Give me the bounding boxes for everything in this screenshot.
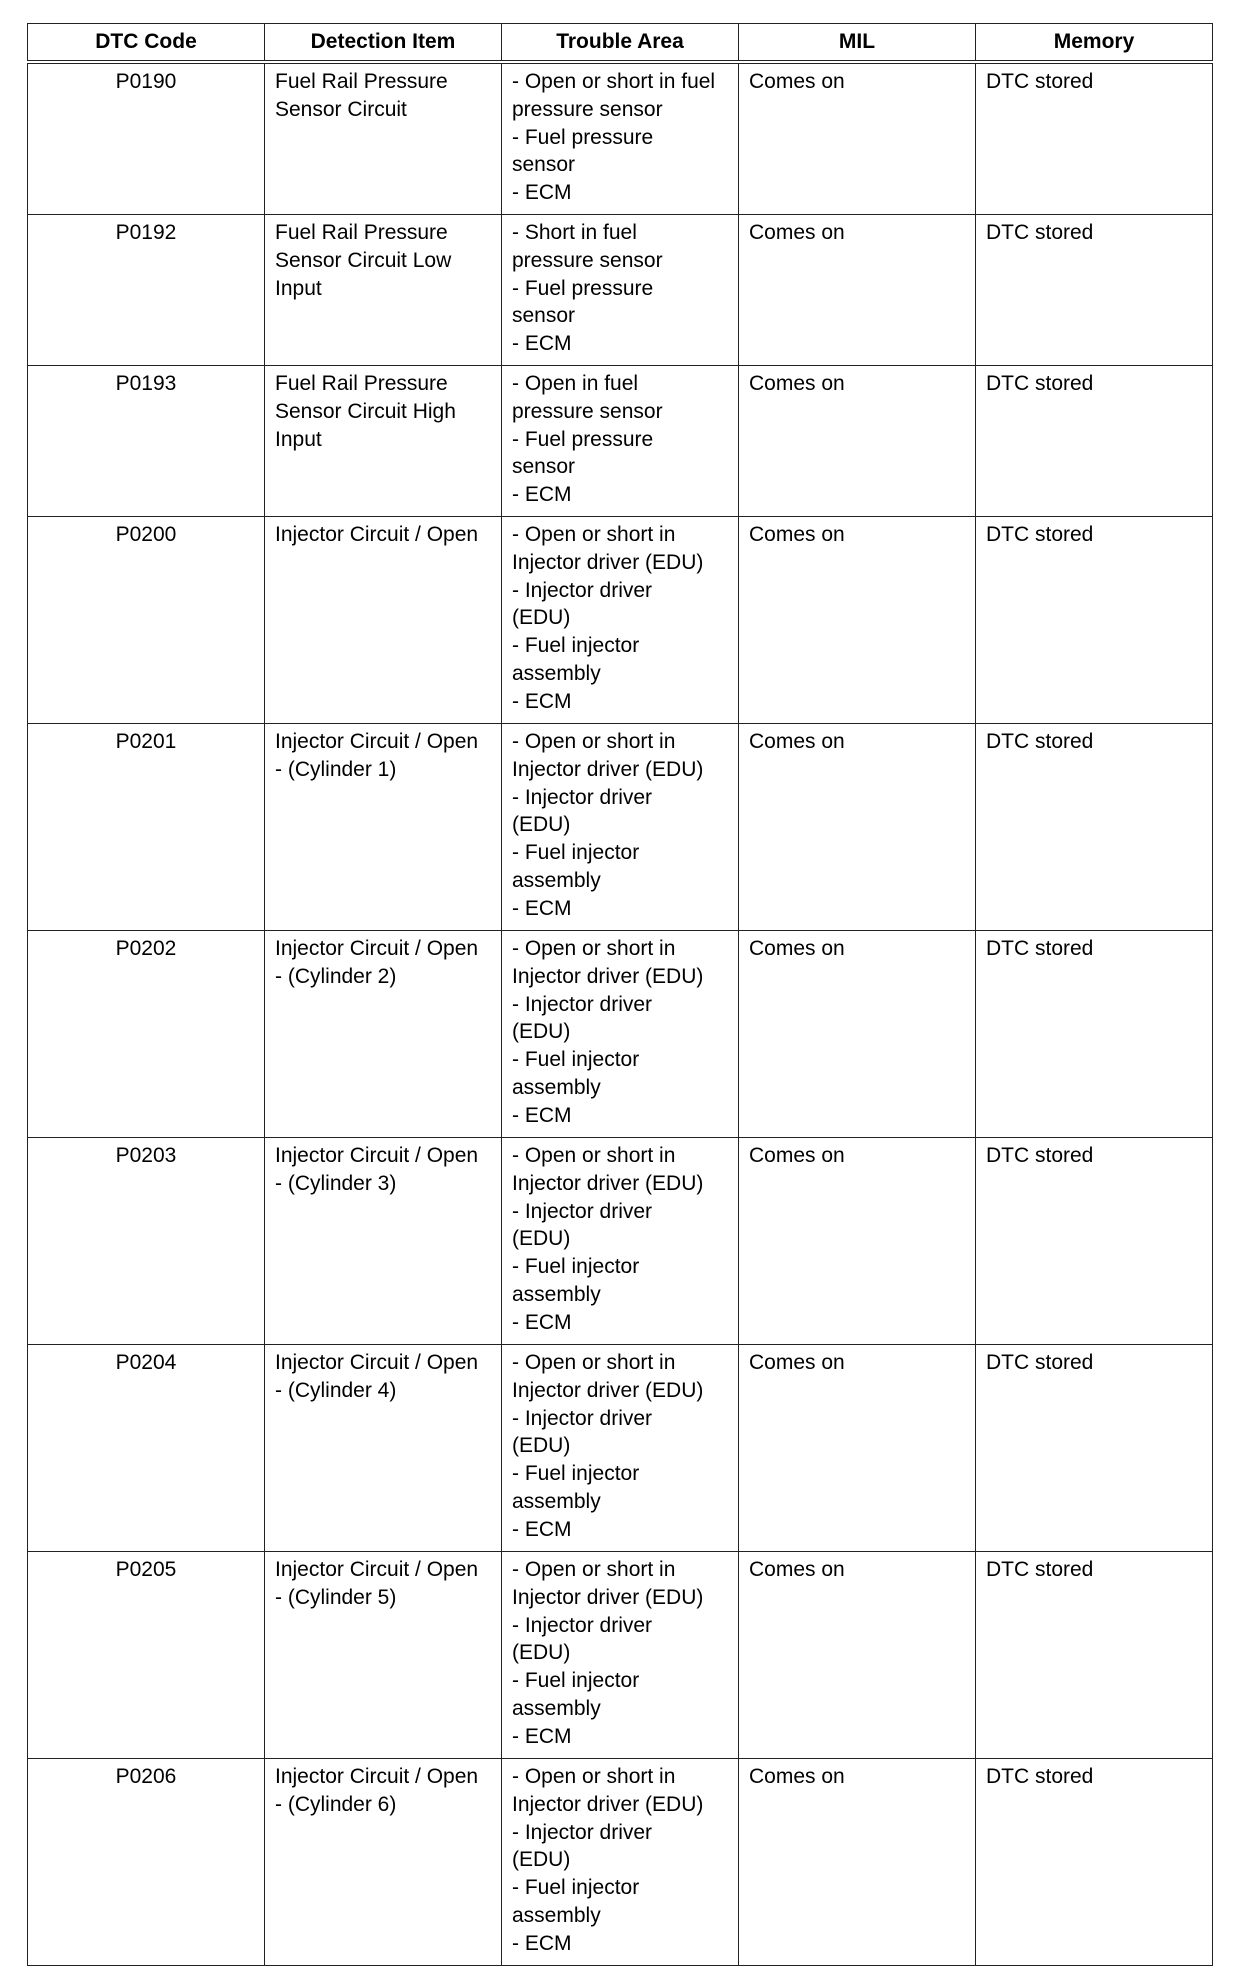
dtc-code-cell: P0206 — [28, 1759, 265, 1966]
table-header — [28, 24, 1213, 63]
detection-item-cell: Injector Circuit / Open — [265, 517, 502, 724]
memory-cell: DTC stored — [976, 517, 1213, 724]
memory-cell: DTC stored — [976, 1759, 1213, 1966]
table-row — [28, 1138, 1213, 1345]
trouble-area-cell: - Open or short in Injector driver (EDU) - Injector driver (EDU) - Fuel injector assembly - ECM — [502, 517, 739, 724]
dtc-code-cell: P0201 — [28, 724, 265, 931]
trouble-area-cell: - Open or short in Injector driver (EDU) - Injector driver (EDU) - Fuel injector assembly - ECM — [502, 1138, 739, 1345]
dtc-code-cell: P0202 — [28, 931, 265, 1138]
detection-item-cell: Injector Circuit / Open - (Cylinder 4) — [265, 1345, 502, 1552]
memory-cell: DTC stored — [976, 1345, 1213, 1552]
memory-cell: DTC stored — [976, 366, 1213, 517]
dtc-code-cell: P0193 — [28, 366, 265, 517]
header-memory: Memory — [976, 24, 1213, 63]
dtc-code-cell: P0200 — [28, 517, 265, 724]
header-trouble-area: Trouble Area — [502, 24, 739, 63]
memory-cell: DTC stored — [976, 1552, 1213, 1759]
trouble-area-cell: - Open in fuel pressure sensor - Fuel pressure sensor - ECM — [502, 366, 739, 517]
table-row — [28, 215, 1213, 366]
memory-cell: DTC stored — [976, 724, 1213, 931]
mil-cell: Comes on — [739, 1138, 976, 1345]
dtc-table — [27, 23, 1213, 1966]
memory-cell: DTC stored — [976, 62, 1213, 215]
detection-item-cell: Injector Circuit / Open - (Cylinder 2) — [265, 931, 502, 1138]
detection-item-cell: Fuel Rail Pressure Sensor Circuit Low Input — [265, 215, 502, 366]
table-row — [28, 1552, 1213, 1759]
table-row — [28, 1345, 1213, 1552]
detection-item-cell: Injector Circuit / Open - (Cylinder 6) — [265, 1759, 502, 1966]
memory-cell: DTC stored — [976, 931, 1213, 1138]
dtc-code-cell: P0204 — [28, 1345, 265, 1552]
document-page — [27, 23, 1212, 1966]
header-dtc-code: DTC Code — [28, 24, 265, 63]
header-row — [28, 24, 1213, 63]
table-row — [28, 62, 1213, 215]
mil-cell: Comes on — [739, 366, 976, 517]
dtc-code-cell: P0192 — [28, 215, 265, 366]
mil-cell: Comes on — [739, 62, 976, 215]
trouble-area-cell: - Open or short in Injector driver (EDU) - Injector driver (EDU) - Fuel injector assembly - ECM — [502, 724, 739, 931]
memory-cell: DTC stored — [976, 1138, 1213, 1345]
trouble-area-cell: - Open or short in fuel pressure sensor - Fuel pressure sensor - ECM — [502, 62, 739, 215]
mil-cell: Comes on — [739, 724, 976, 931]
table-row — [28, 517, 1213, 724]
trouble-area-cell: - Open or short in Injector driver (EDU) - Injector driver (EDU) - Fuel injector assembly - ECM — [502, 1345, 739, 1552]
table-row — [28, 724, 1213, 931]
header-mil: MIL — [739, 24, 976, 63]
detection-item-cell: Injector Circuit / Open - (Cylinder 3) — [265, 1138, 502, 1345]
mil-cell: Comes on — [739, 1552, 976, 1759]
detection-item-cell: Fuel Rail Pressure Sensor Circuit High Input — [265, 366, 502, 517]
trouble-area-cell: - Open or short in Injector driver (EDU) - Injector driver (EDU) - Fuel injector assembly - ECM — [502, 1552, 739, 1759]
mil-cell: Comes on — [739, 1345, 976, 1552]
table-body — [28, 62, 1213, 1966]
dtc-code-cell: P0190 — [28, 62, 265, 215]
mil-cell: Comes on — [739, 931, 976, 1138]
header-detection-item: Detection Item — [265, 24, 502, 63]
detection-item-cell: Injector Circuit / Open - (Cylinder 1) — [265, 724, 502, 931]
trouble-area-cell: - Open or short in Injector driver (EDU) - Injector driver (EDU) - Fuel injector assembly - ECM — [502, 1759, 739, 1966]
table-row — [28, 1759, 1213, 1966]
table-row — [28, 931, 1213, 1138]
mil-cell: Comes on — [739, 517, 976, 724]
table-row — [28, 366, 1213, 517]
dtc-code-cell: P0205 — [28, 1552, 265, 1759]
trouble-area-cell: - Short in fuel pressure sensor - Fuel pressure sensor - ECM — [502, 215, 739, 366]
detection-item-cell: Fuel Rail Pressure Sensor Circuit — [265, 62, 502, 215]
mil-cell: Comes on — [739, 1759, 976, 1966]
memory-cell: DTC stored — [976, 215, 1213, 366]
detection-item-cell: Injector Circuit / Open - (Cylinder 5) — [265, 1552, 502, 1759]
dtc-code-cell: P0203 — [28, 1138, 265, 1345]
trouble-area-cell: - Open or short in Injector driver (EDU) - Injector driver (EDU) - Fuel injector assembly - ECM — [502, 931, 739, 1138]
mil-cell: Comes on — [739, 215, 976, 366]
